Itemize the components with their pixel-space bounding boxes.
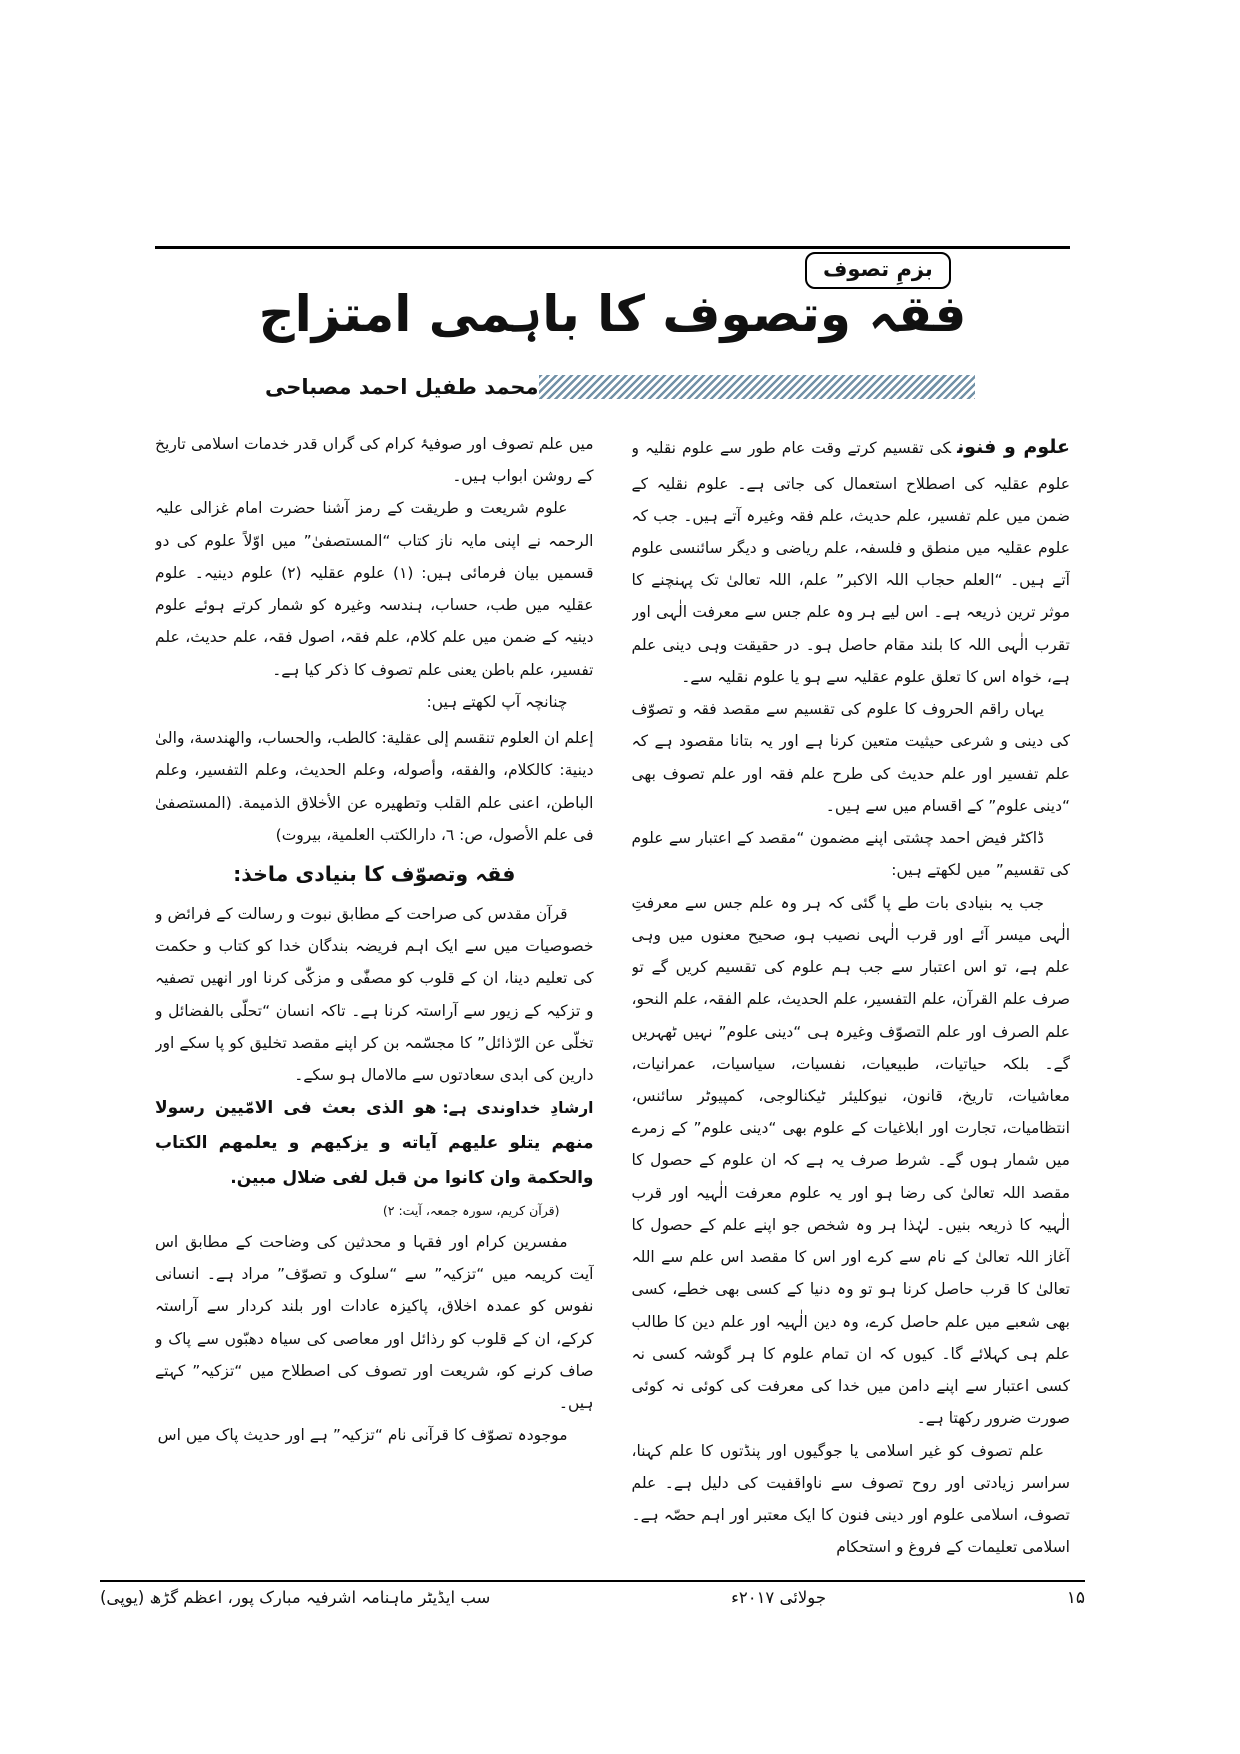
paragraph: علم تصوف کو غیر اسلامی یا جوگیوں اور پنڈتوں کا علم کہنا، سراسر زیادتی اور روح تصوف سے ناواقفیت کی دلیل ہے۔ علم تصوف، اسلامی علوم اور دینی فنون کا ایک معتبر اور اہم حصّہ ہے۔ اسلامی تعلیمات کے فروغ و استحکام [631, 1441, 1070, 1557]
sub-heading: فقہ وتصوّف کا بنیادی ماخذ: [233, 862, 516, 887]
section-label: بزمِ تصوف [823, 257, 933, 281]
paragraph: مفسرین کرام اور فقہا و محدثین کی وضاحت کے مطابق اس آیت کریمہ میں “تزکیہ” سے “سلوک و تصوّف” مراد ہے۔ انسانی نفوس کو عمدہ اخلاق، پاکیزہ عادات اور بلند کردار سے آراستہ کرکے، ان کے قلوب کو رذائل اور معاصی کی سیاہ دھبّوں سے پاک و صاف کرنے کو، شریعت اور تصوف کی اصطلاح میں “تزکیہ” کہتے ہیں۔ [155, 1232, 594, 1413]
quran-verse-block [155, 1091, 594, 1196]
verse-lead: ارشادِ خداوندی ہے: [442, 1099, 594, 1118]
author-name: محمد طفیل احمد مصباحی [265, 375, 539, 399]
paragraph: ڈاکٹر فیض احمد چشتی اپنے مضمون “مقصد کے اعتبار سے علوم کی تقسیم” میں لکھتے ہیں: [631, 829, 1070, 880]
arabic-quotation: إعلم ان العلوم تنقسم إلى عقلية: كالطب، والحساب، والهندسة، والىٰ دينية: كالكلام، والفقه، وأصوله، وعلم الحديث، وعلم التفسير، وعلم الباطن، اعنى علم القلب وتطهيره عن الأخلاق الذميمة. (المستصفىٰ فى علم الأصول، ص: ٦، دارالكتب العلمية، بيروت) [155, 729, 594, 844]
header-rule [155, 246, 1070, 249]
author-row [155, 372, 1070, 402]
opening-lead-bold: علوم و فنون [957, 436, 1070, 458]
paragraph: علوم شریعت و طریقت کے رمز آشنا حضرت امام غزالی علیہ الرحمہ نے اپنی مایہ ناز کتاب “المستصفیٰ” میں اوّلاً علوم کی دو قسمیں بیان فرمائی ہیں: (۱) علوم عقلیہ (۲) علوم دینیہ۔ علوم عقلیہ میں طب، حساب، ہندسہ وغیرہ کو شمار کرتے ہوئے علوم دینیہ کے ضمن میں علم کلام، علم فقہ، اصول فقہ، علم حدیث، علم تفسیر، علم باطن یعنی علم تصوف کا ذکر کیا ہے۔ [155, 499, 594, 679]
footer-date: جولائی ۲۰۱۷ء [731, 1588, 827, 1607]
article-body [155, 428, 1070, 1563]
column-first [632, 428, 1071, 1563]
paragraph-opening [632, 428, 1071, 693]
paragraph-text: کی تقسیم کرتے وقت عام طور سے علوم نقلیہ و علوم عقلیہ کی اصطلاح استعمال کی جاتی ہے۔ علوم نقلیہ کے ضمن میں علم تفسیر، علم حدیث، علم فقہ وغیرہ آتے ہیں۔ جب کہ علوم عقلیہ میں منطق و فلسفہ، علم ریاضی و دیگر سائنسی علوم آتے ہیں۔ “العلم حجاب اللہ الاکبر” علم، اللہ تعالیٰ تک پہنچنے کا موثر ترین ذریعہ ہے۔ اس لیے ہر وہ علم جس سے معرفت الٰہی اور تقرب الٰہی اللہ کا بلند مقام حاصل ہو۔ در حقیقت وہی دینی علم ہے، خواہ اس کا تعلق علوم عقلیہ سے ہو یا علوم نقلیہ سے۔ [631, 439, 1070, 686]
footer-editor-line: سب ایڈیٹر ماہنامہ اشرفیہ مبارک پور، اعظم گڑھ (یوپی) [100, 1588, 491, 1607]
paragraph: جب یہ بنیادی بات طے پا گئی کہ ہر وہ علم جس سے معرفتِ الٰہی میسر آئے اور قرب الٰہی نصیب ہو، صحیح معنوں میں وہی علم ہے، تو اس اعتبار سے جب ہم علوم کی تقسیم کریں گے تو صرف علم القرآن، علم التفسیر، علم الحدیث، علم الفقہ، علم النحو، علم الصرف اور علم التصوّف وغیرہ ہی “دینی علوم” نہیں ٹھہریں گے۔ بلکہ حیاتیات، طبیعیات، نفسیات، سیاسیات، عمرانیات، معاشیات، تاریخ، قانون، نیوکلیئر ٹیکنالوجی، کمپیوٹر سائنس، انتظامیات، تجارت اور ابلاغیات کے علوم بھی “دینی علوم” کے زمرے میں شمار ہوں گے۔ شرط صرف یہ ہے کہ ان علوم کے حصول کا مقصد اللہ تعالیٰ کی رضا ہو اور یہ علوم معرفت الٰہیہ اور قرب الٰہیہ کا ذریعہ بنیں۔ لہٰذا ہر وہ شخص جو اپنے علم کے حصول کا آغاز اللہ تعالیٰ کے نام سے کرے اور اس کا مقصد اس علم سے اللہ تعالیٰ کا قرب حاصل کرنا ہو تو وہ دنیا کے کسی بھی خطے، کسی بھی شعبے میں علم حاصل کرے، وہ دین الٰہیہ اور علم دین کا طالب علم ہی کہلائے گا۔ کیوں کہ ان تمام علوم کا ہر گوشہ کسی نہ کسی اعتبار سے اپنے دامن میں خدا کی معرفت کی کوئی نہ کوئی صورت ضرور رکھتا ہے۔ [631, 893, 1070, 1428]
page-title: فقہ وتصوف کا باہمی امتزاج [258, 285, 967, 343]
quran-verse-text: هو الذى بعث فى الامّيين رسولا منهم يتلو عليهم آياته و يزكيهم و يعلمهم الكتاب والحكمة وان كانوا من قبل لفى ضلال مبين. [155, 1098, 594, 1189]
paragraph: موجودہ تصوّف کا قرآنی نام “تزکیہ” ہے اور حدیث پاک میں اس [157, 1426, 568, 1445]
paragraph: یہاں راقم الحروف کا علوم کی تقسیم سے مقصد فقہ و تصوّف کی دینی و شرعی حیثیت متعین کرنا ہے اور یہ بتانا مقصود ہے کہ علم تفسیر اور علم حدیث کی طرح علم فقہ اور علم تصوف بھی “دینی علوم” کے اقسام میں سے ہیں۔ [631, 700, 1070, 815]
paragraph-continuation: میں علم تصوف اور صوفیۂ کرام کی گراں قدر خدمات اسلامی تاریخ کے روشن ابواب ہیں۔ [155, 435, 594, 486]
verse-citation: (قرآن کریم، سورہ جمعہ، آیت: ۲) [382, 1202, 560, 1218]
column-second [155, 428, 594, 1563]
paragraph: چنانچہ آپ لکھتے ہیں: [426, 692, 568, 711]
paragraph: قرآن مقدس کی صراحت کے مطابق نبوت و رسالت کے فرائض و خصوصیات میں سے ایک اہم فریضہ بندگان خدا کو کتاب و حکمت کی تعلیم دینا، ان کے قلوب کو مصفّٰی و مزکّٰی کرنا اور انھیں تصفیہ و تزکیہ کے زیور سے آراستہ کرنا ہے۔ تاکہ انسان “تحلّی بالفضائل و تخلّی عن الرّذائل” کا مجسّمہ بن کر اپنے مقصد تخلیق کو پا سکے اور دارین کی ابدی سعادتوں سے مالامال ہو سکے۔ [155, 904, 594, 1085]
hatched-band-decoration [539, 375, 975, 399]
page-footer [100, 1580, 1085, 1608]
page-number: ۱۵ [1066, 1588, 1086, 1608]
